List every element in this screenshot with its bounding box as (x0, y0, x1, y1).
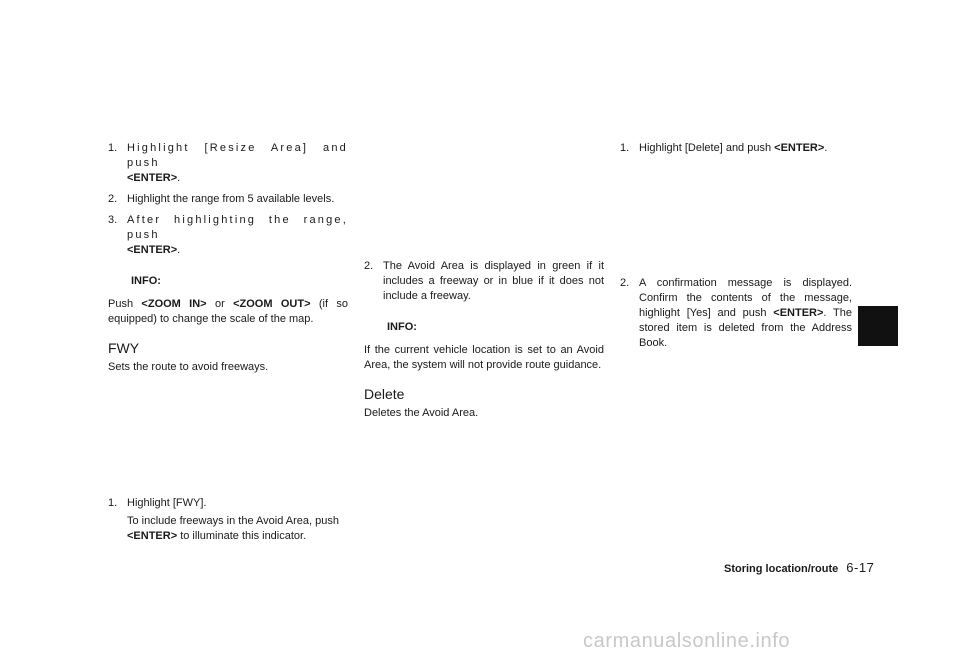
enter-key: <ENTER> (127, 172, 178, 184)
step-text: Highlight [Delete] and push (639, 142, 775, 154)
enter-key: <ENTER> (773, 307, 824, 319)
page-footer (724, 560, 874, 577)
step-highlight-range (108, 192, 348, 207)
middle-column (364, 259, 604, 421)
step-number: 1. (620, 142, 630, 154)
step-resize-area (108, 141, 348, 186)
info-label: INFO: (131, 275, 161, 287)
step-number: 2. (364, 260, 374, 272)
enter-key: <ENTER> (127, 530, 178, 542)
step-text: A confirmation message is displayed. Confirm the contents of the message, highlight [Yes] and push (639, 277, 852, 319)
fwy-description: Sets the route to avoid freeways. (108, 361, 269, 373)
step-text: Highlight [FWY]. (127, 497, 207, 509)
figure-space (620, 162, 852, 276)
enter-key: <ENTER> (774, 142, 825, 154)
step-text: Highlight [Resize Area] and push (127, 142, 348, 169)
fwy-subtext (108, 514, 348, 544)
step-text: The Avoid Area is displayed in green if it includes a freeway or in blue if it does not include a freeway. (383, 260, 604, 302)
step-text: Highlight the range from 5 available levels. (127, 193, 335, 205)
step-number: 1. (108, 497, 118, 509)
info-label: INFO: (387, 321, 417, 333)
right-column (620, 141, 852, 357)
step-end: . (824, 142, 828, 154)
step-number: 3. (108, 214, 118, 226)
page-number: 6-17 (846, 560, 875, 575)
left-column (108, 141, 348, 544)
zoom-in-key: <ZOOM IN> (141, 298, 207, 310)
section-title: Storing location/route (724, 563, 839, 575)
chapter-tab (858, 306, 898, 346)
figure-space (108, 375, 348, 496)
sub-text-post: to illuminate this indicator. (177, 530, 307, 542)
info-paragraph: If the current vehicle location is set to an Avoid Area, the system will not provide route guidance. (364, 344, 604, 371)
step-highlight-fwy (108, 496, 348, 511)
step-text: After highlighting the range, push (127, 214, 348, 241)
zoom-out-key: <ZOOM OUT> (233, 298, 311, 310)
step-highlight-delete (620, 141, 852, 156)
step-after-highlighting (108, 213, 348, 258)
info-text-pre: Push (108, 298, 142, 310)
sub-text-pre: To include freeways in the Avoid Area, push (127, 515, 339, 527)
step-number: 1. (108, 142, 118, 154)
step-number: 2. (620, 277, 630, 289)
delete-description: Deletes the Avoid Area. (364, 407, 479, 419)
info-text-mid: or (206, 298, 234, 310)
step-end: . (177, 172, 181, 184)
step-end: . (177, 244, 181, 256)
enter-key: <ENTER> (127, 244, 178, 256)
step-avoid-area-display (364, 259, 604, 304)
info-text-post: (if so equipped) to change the scale of the map. (108, 298, 348, 325)
info-paragraph (108, 297, 348, 327)
step-confirmation (620, 276, 852, 351)
fwy-heading: FWY (108, 340, 140, 356)
watermark: carmanualsonline.info (583, 630, 791, 652)
step-number: 2. (108, 193, 118, 205)
delete-heading: Delete (364, 386, 405, 402)
step-text-post: . The stored item is deleted from the Address Book. (639, 307, 852, 349)
